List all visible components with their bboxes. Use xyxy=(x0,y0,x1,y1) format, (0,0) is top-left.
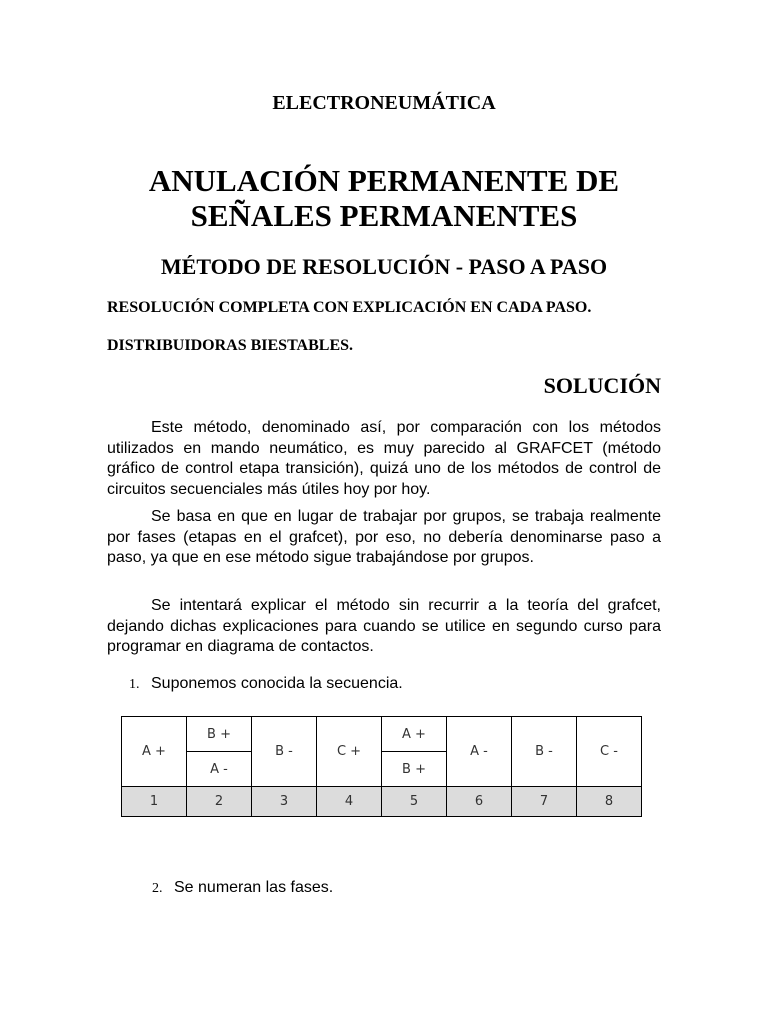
sequence-cell: A + xyxy=(122,717,187,787)
title-line-1: ANULACIÓN PERMANENTE DE xyxy=(148,163,620,198)
subtitle-bistable-valves: DISTRIBUIDORAS BIESTABLES. xyxy=(107,337,354,354)
subtitle-complete-resolution: RESOLUCIÓN COMPLETA CON EXPLICACIÓN EN CADA PASO. xyxy=(107,299,592,316)
phase-number-cell: 3 xyxy=(252,787,317,817)
paragraph-phases: Se basa en que en lugar de trabajar por grupos, se trabaja realmente por fases (etapas en el grafcet), por eso, no debería denominarse paso a paso, ya que en ese método sigue trabajándose por grupos. xyxy=(107,508,661,566)
method-heading: MÉTODO DE RESOLUCIÓN - PASO A PASO xyxy=(160,254,608,279)
phase-number-cell: 6 xyxy=(447,787,512,817)
sequence-cell: B - xyxy=(252,717,317,787)
sequence-table xyxy=(121,716,642,817)
phase-number-cell: 4 xyxy=(317,787,382,817)
phase-number-cell: 5 xyxy=(382,787,447,817)
sequence-cell: C + xyxy=(317,717,382,787)
sequence-cell: A - xyxy=(187,752,252,787)
phase-number-cell: 8 xyxy=(577,787,642,817)
paragraph-intro: Este método, denominado así, por comparación con los métodos utilizados en mando neumático, es muy parecido al GRAFCET (método gráfico de control etapa transición), quizá uno de los métodos de control de circuitos secuenciales más útiles hoy por hoy. xyxy=(107,419,661,498)
sequence-cell: B - xyxy=(512,717,577,787)
phase-number-cell: 1 xyxy=(122,787,187,817)
solution-heading: SOLUCIÓN xyxy=(543,373,661,398)
step-number: 2. xyxy=(152,881,163,896)
phase-number-cell: 2 xyxy=(187,787,252,817)
document-subject: ELECTRONEUMÁTICA xyxy=(272,92,496,114)
sequence-cell: B + xyxy=(382,752,447,787)
paragraph-explanation: Se intentará explicar el método sin recurrir a la teoría del grafcet, dejando dichas explicaciones para cuando se utilice en segundo curso para programar en diagrama de contactos. xyxy=(107,597,661,655)
sequence-cell: C - xyxy=(577,717,642,787)
document-title xyxy=(0,163,768,233)
step-number: 1. xyxy=(129,677,140,692)
sequence-cell: A - xyxy=(447,717,512,787)
sequence-cell: A + xyxy=(382,717,447,752)
list-item-step-2 xyxy=(152,879,333,897)
step-text: Suponemos conocida la secuencia. xyxy=(151,675,403,692)
list-item-step-1 xyxy=(129,675,403,693)
sequence-cell: B + xyxy=(187,717,252,752)
step-text: Se numeran las fases. xyxy=(174,879,334,896)
phase-number-cell: 7 xyxy=(512,787,577,817)
title-line-2: SEÑALES PERMANENTES xyxy=(190,198,578,233)
